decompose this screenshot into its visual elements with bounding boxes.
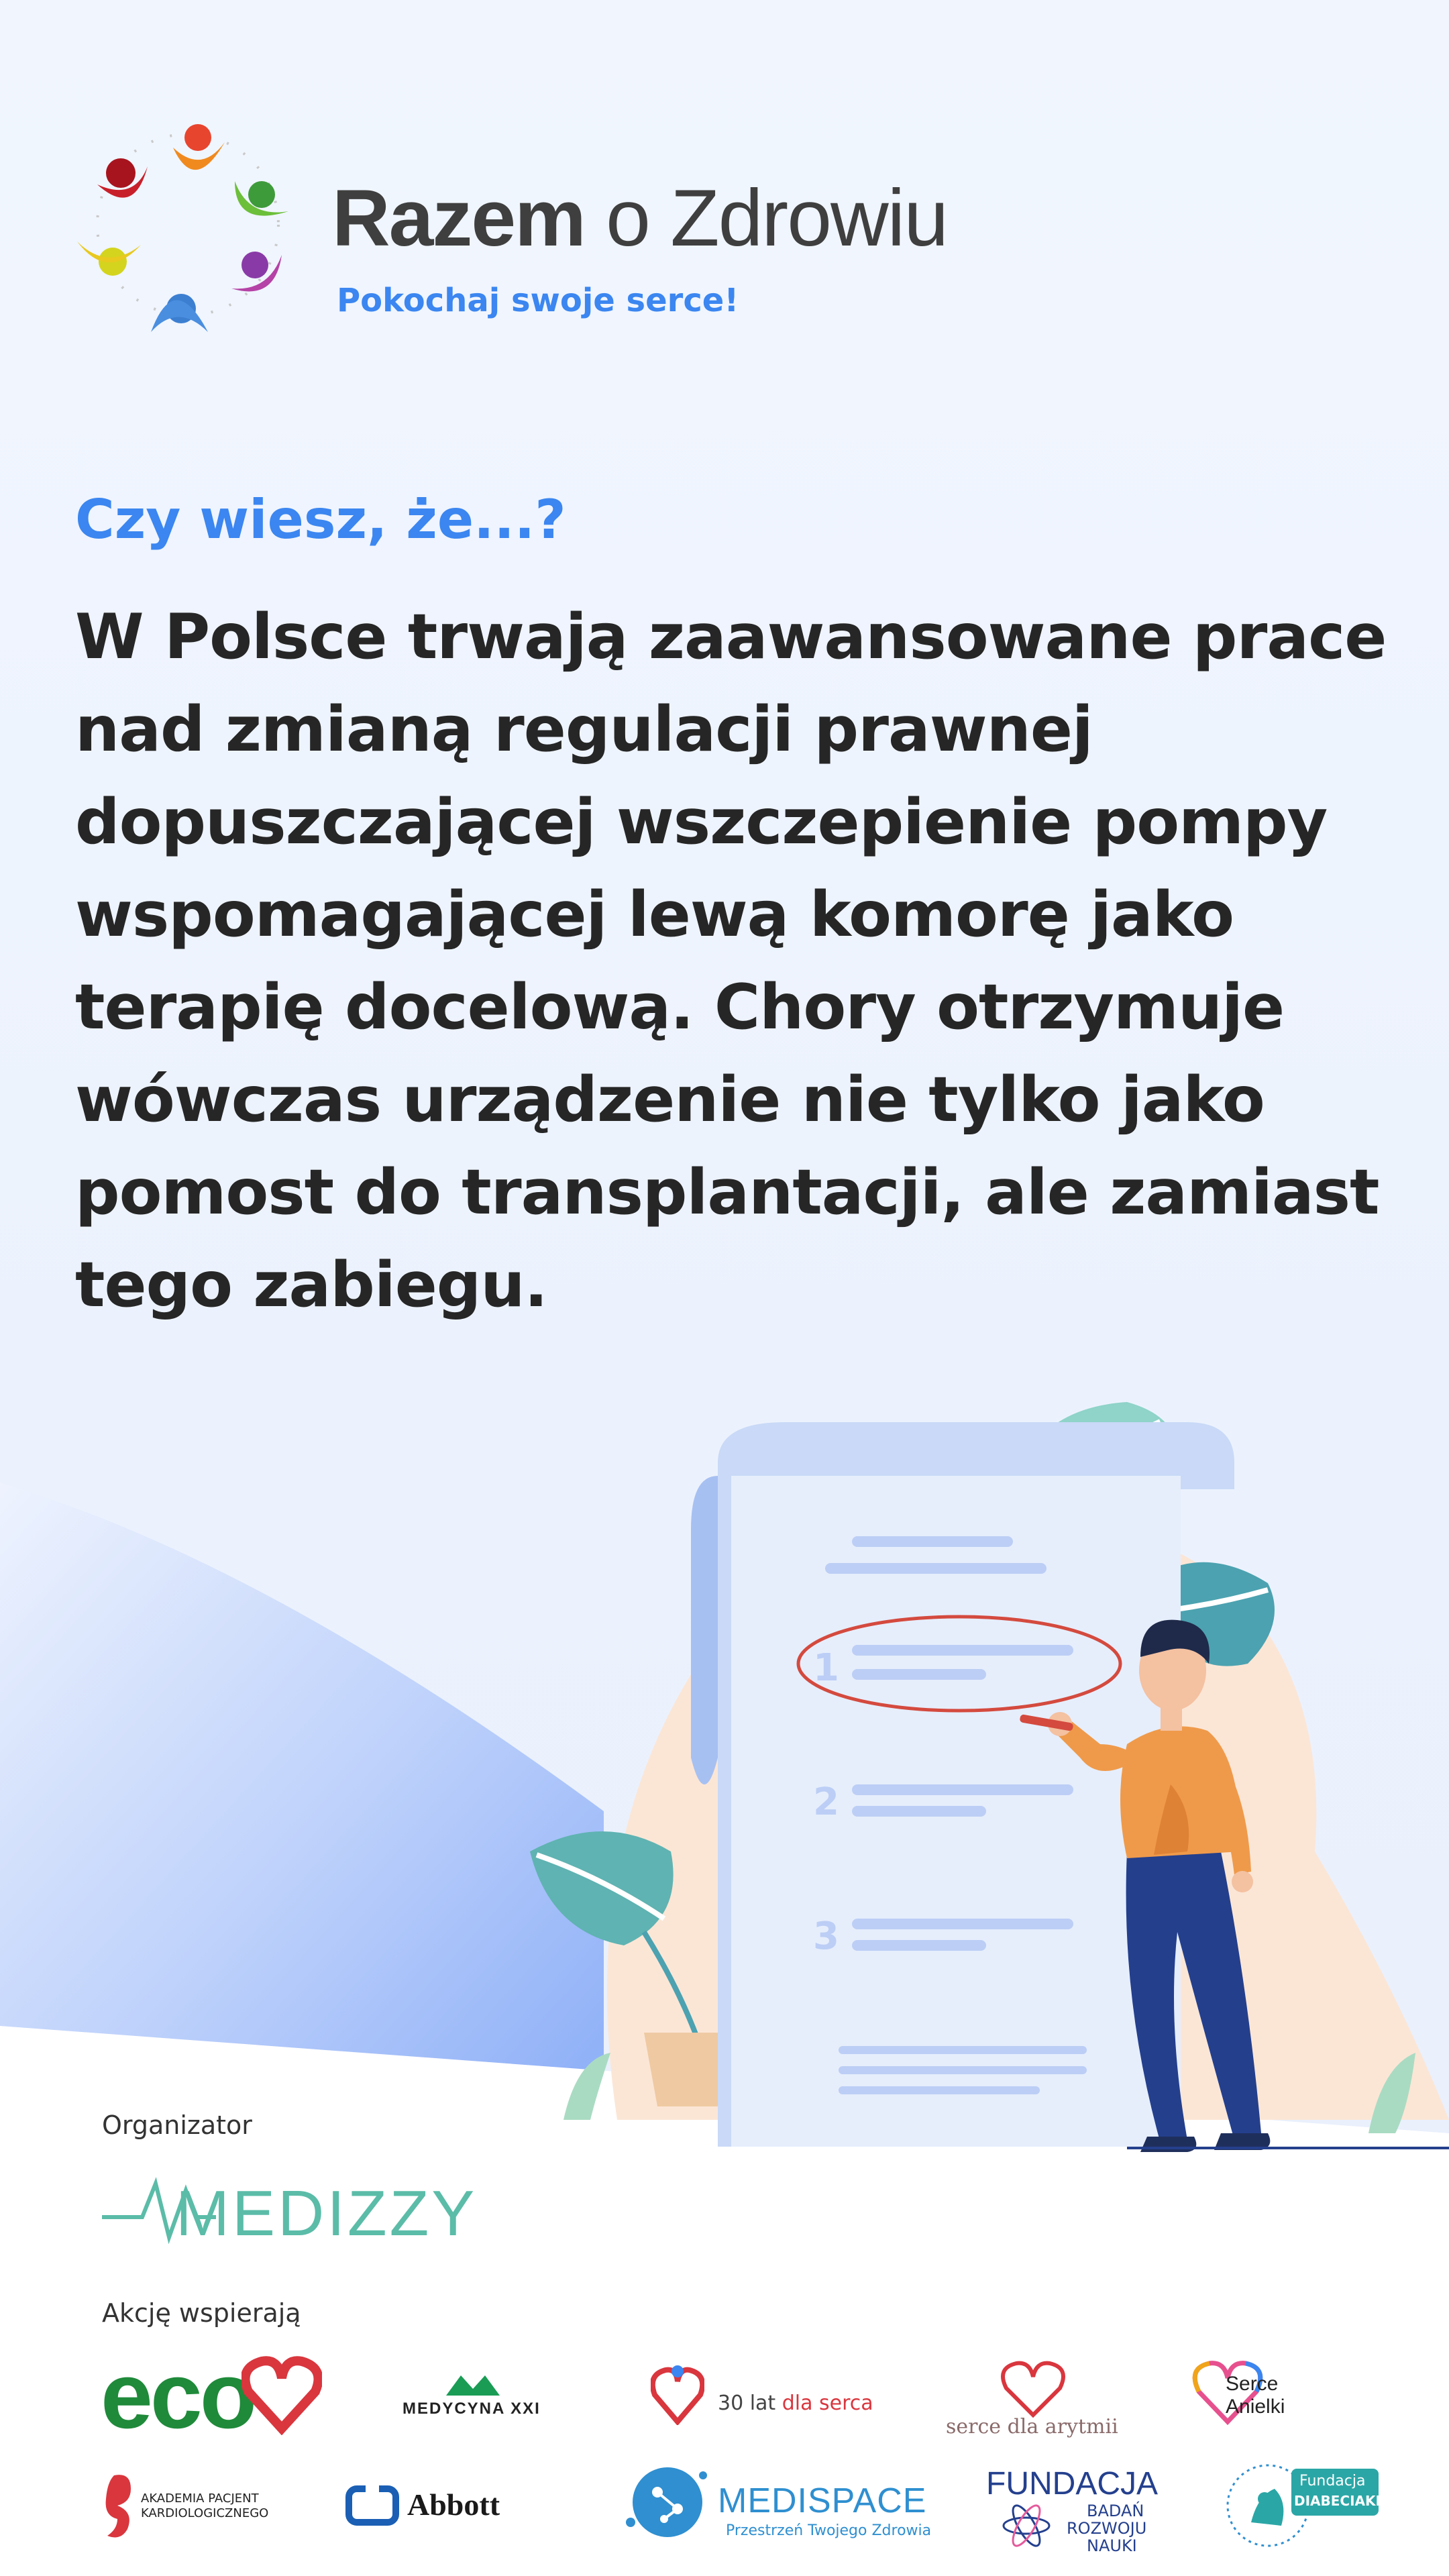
thirty-years-text: 30 lat	[718, 2392, 776, 2415]
organizer-label: Organizator	[102, 2110, 252, 2140]
heart-icon	[241, 2355, 322, 2435]
serce-dla-arytmii-logo: serce dla arytmii	[946, 2358, 1120, 2438]
medycyna-xxi-logo: MEDYCYNA XXI	[402, 2371, 550, 2425]
medizzy-logo-text: MEDIZZY	[176, 2178, 478, 2249]
eco-logo: eco	[101, 2355, 322, 2442]
medispace-logo: MEDISPACE Przestrzeń Twojego Zdrowia	[624, 2462, 906, 2549]
serce-anielki-logo: Serce Anielki	[1191, 2358, 1298, 2432]
supporters-label: Akcję wspierają	[102, 2298, 301, 2328]
medispace-icon	[624, 2462, 711, 2542]
abbott-logo: Abbott	[345, 2485, 513, 2532]
mountain-icon	[446, 2371, 500, 2396]
fundacja-badan-logo: FUNDACJA BADAŃ ROZWOJU NAUKI	[986, 2466, 1159, 2555]
razem-o-zdrowiu-logo-icon	[67, 101, 309, 349]
list-number-3: 3	[813, 1915, 839, 1958]
brand-title: Razem o Zdrowiu	[332, 173, 948, 263]
fundacja-diabeciaki-logo: Fundacja DIABECIAKI	[1224, 2462, 1385, 2549]
list-number-2: 2	[813, 1780, 839, 1824]
heart-icon	[1000, 2358, 1067, 2418]
heart-icon	[651, 2365, 704, 2425]
list-number-1: 1	[813, 1646, 839, 1690]
for-heart-text: dla serca	[782, 2392, 873, 2415]
seahorse-icon	[101, 2469, 141, 2542]
akademia-pacjenta-logo: AKADEMIA PACJENT KARDIOLOGICZNEGO	[101, 2469, 268, 2542]
thirty-years-for-heart-logo	[651, 2365, 873, 2432]
illustration	[523, 1382, 1449, 2153]
atom-icon	[1000, 2499, 1053, 2553]
did-you-know-heading: Czy wiesz, że...?	[75, 488, 566, 551]
grass-shape	[564, 2053, 610, 2120]
abbott-icon	[345, 2485, 399, 2526]
fact-paragraph: W Polsce trwają zaawansowane prace nad zmianą regulacji prawnej dopuszczającej wszczepienie pompy wspomagającej lewą komorę jako terapię docelową. Chory otrzymuje wówczas urządzenie nie tylko jako pomost do transplantacji, ale zamiast tego zabiegu.	[75, 600, 1387, 1321]
brand-subtitle: Pokochaj swoje serce!	[337, 282, 739, 319]
medizzy-logo	[102, 2163, 478, 2249]
